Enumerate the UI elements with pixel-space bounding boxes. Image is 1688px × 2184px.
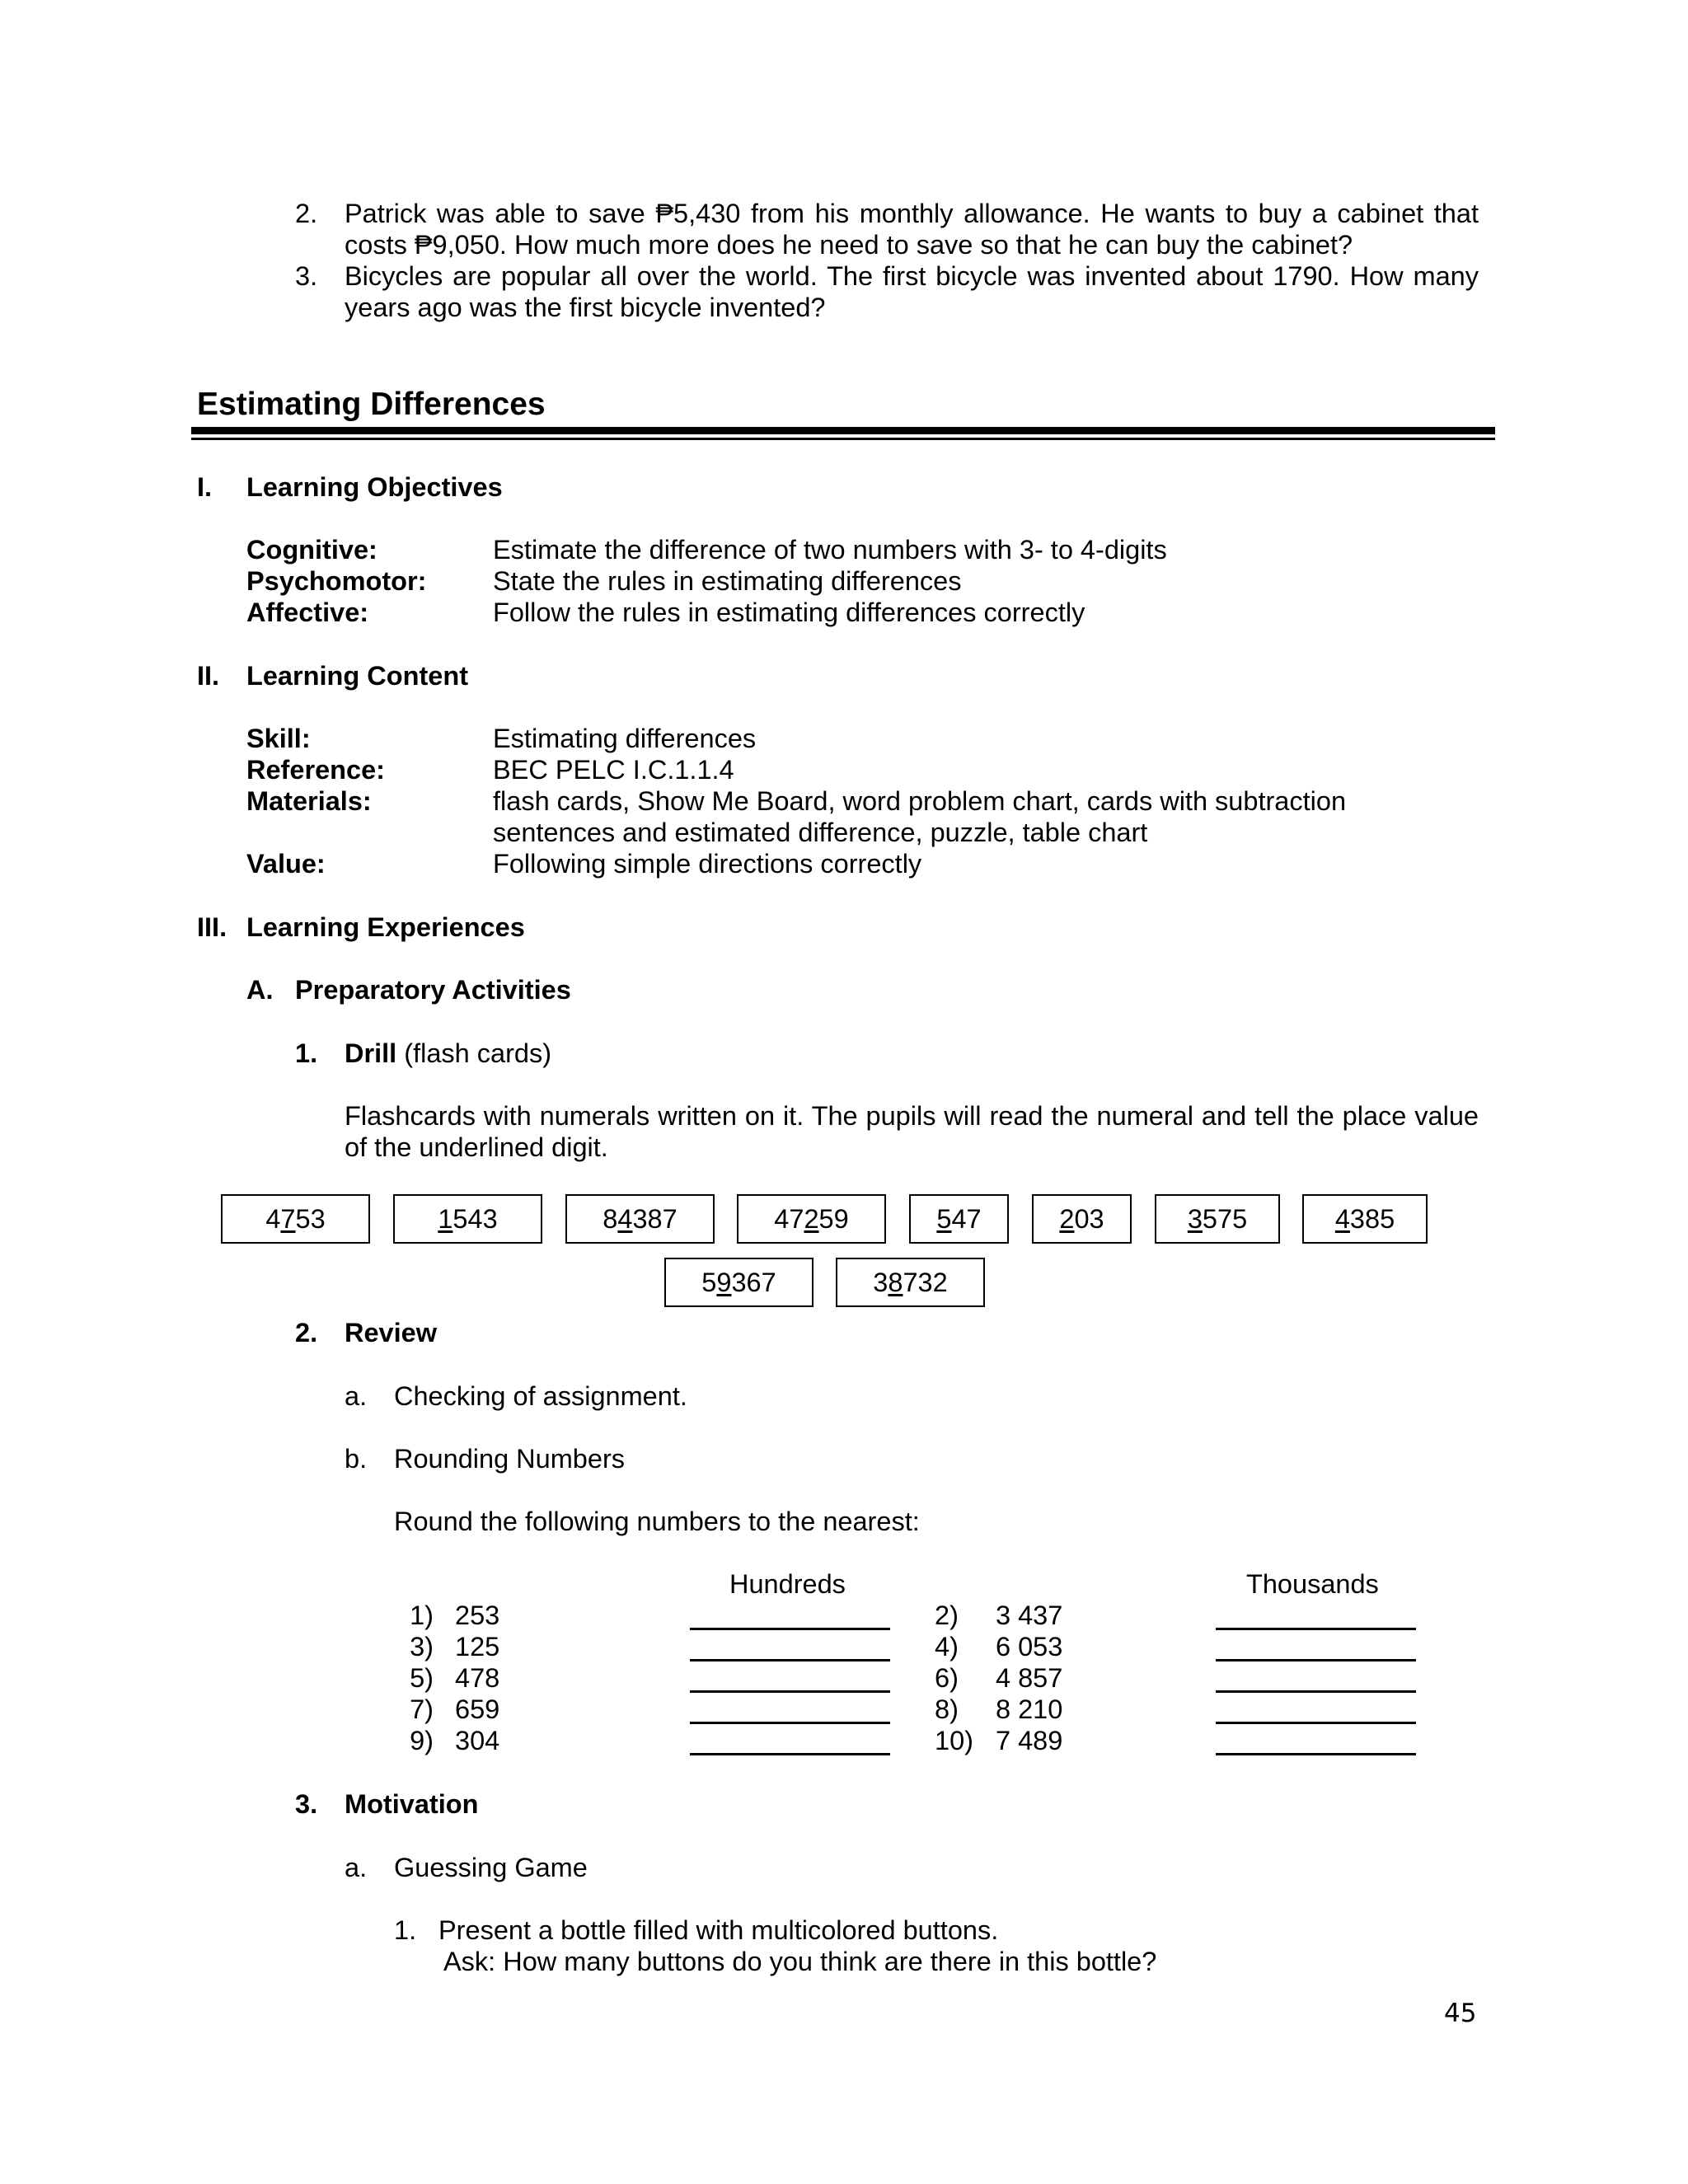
content-label: Value: [246, 849, 326, 879]
content-value: Following simple directions correctly [493, 849, 922, 879]
review-b-letter: b. [345, 1444, 368, 1474]
item-value: 659 [455, 1694, 500, 1724]
flash-card: 47 2 59 [737, 1194, 886, 1244]
answer-blank[interactable] [1216, 1753, 1416, 1755]
subsection-a-letter: A. [246, 975, 274, 1005]
objective-value: Follow the rules in estimating differences correctly [493, 598, 1085, 627]
review-title: Review [345, 1318, 438, 1347]
item-number: 3) [410, 1632, 434, 1661]
part1-heading: Learning Objectives [246, 472, 503, 502]
item-value: 7 489 [996, 1726, 1063, 1755]
item-number: 8) [935, 1694, 959, 1724]
content-label: Materials: [246, 786, 372, 816]
item-number: 2) [935, 1601, 959, 1630]
flash-card: 4 7 53 [221, 1194, 370, 1244]
answer-blank[interactable] [1216, 1628, 1416, 1630]
motivation-item-text: Present a bottle filled with multicolored buttons. [438, 1915, 999, 1945]
part3-heading: Learning Experiences [246, 912, 525, 942]
motivation-a-letter: a. [345, 1853, 368, 1882]
objective-label: Psychomotor: [246, 566, 427, 596]
part2-numeral: II. [197, 661, 220, 691]
content-value: flash cards, Show Me Board, word problem chart, cards with subtraction sentences and estimated difference, puzzle, table chart [493, 786, 1347, 847]
subsection-a-heading: Preparatory Activities [295, 975, 571, 1005]
review-b-text: Rounding Numbers [394, 1444, 626, 1474]
review-number: 2. [295, 1318, 318, 1347]
item-value: 253 [455, 1601, 500, 1630]
review-a-letter: a. [345, 1381, 368, 1411]
problem-2-text-content: Patrick was able to save ₱5,430 from his monthly allowance. He wants to buy a cabinet that costs ₱9,050. How much more does he need to save so that he can buy the cabinet? [345, 199, 1479, 260]
content-label: Reference: [246, 755, 385, 785]
part1-numeral: I. [197, 472, 213, 502]
answer-blank[interactable] [690, 1690, 890, 1693]
answer-blank[interactable] [690, 1722, 890, 1724]
item-value: 478 [455, 1663, 500, 1693]
item-value: 4 857 [996, 1663, 1063, 1693]
item-value: 304 [455, 1726, 500, 1755]
title-rule-thick [191, 427, 1495, 434]
motivation-number: 3. [295, 1789, 318, 1819]
motivation-a-text: Guessing Game [394, 1853, 588, 1882]
drill-heading [345, 1038, 551, 1069]
item-number: 4) [935, 1632, 959, 1661]
flash-card: 4 385 [1302, 1194, 1428, 1244]
part3-numeral: III. [197, 912, 227, 942]
review-a-text: Checking of assignment. [394, 1381, 687, 1411]
problem-3-text: Bicycles are popular all over the world. The first bicycle was invented about 1790. How many years ago was the first bicycle invented? [345, 261, 1479, 322]
content-value: BEC PELC I.C.1.1.4 [493, 755, 734, 785]
objective-label: Cognitive: [246, 535, 377, 565]
answer-blank[interactable] [1216, 1690, 1416, 1693]
item-value: 8 210 [996, 1694, 1063, 1724]
page-number: 45 [1444, 1999, 1477, 2028]
flash-card: 3 575 [1155, 1194, 1280, 1244]
answer-blank[interactable] [1216, 1659, 1416, 1661]
flash-card: 8 4 387 [565, 1194, 715, 1244]
item-number: 6) [935, 1663, 959, 1693]
item-value: 125 [455, 1632, 500, 1661]
objective-value: Estimate the difference of two numbers with 3- to 4-digits [493, 535, 1167, 565]
answer-blank[interactable] [1216, 1722, 1416, 1724]
item-number: 5) [410, 1663, 434, 1693]
flash-card: 2 03 [1032, 1194, 1132, 1244]
item-number: 9) [410, 1726, 434, 1755]
item-value: 6 053 [996, 1632, 1063, 1661]
content-value: Estimating differences [493, 724, 757, 753]
item-number: 7) [410, 1694, 434, 1724]
flash-card: 5 47 [909, 1194, 1009, 1244]
flash-card: 3 8 732 [836, 1258, 985, 1307]
problem-2-number: 2. [295, 199, 318, 228]
answer-blank[interactable] [690, 1753, 890, 1755]
thousands-column-header: Thousands [1246, 1569, 1379, 1599]
content-label: Skill: [246, 724, 311, 753]
motivation-title: Motivation [345, 1789, 479, 1819]
drill-text: Flashcards with numerals written on it. The pupils will read the numeral and tell the place value of the underlined digit. [345, 1101, 1479, 1162]
motivation-item-number: 1. [394, 1915, 417, 1945]
drill-number: 1. [295, 1038, 318, 1068]
drill-note: (flash cards) [404, 1038, 552, 1068]
drill-title: Drill [345, 1038, 397, 1068]
hundreds-column-header: Hundreds [729, 1569, 846, 1599]
objective-value: State the rules in estimating differences [493, 566, 962, 596]
item-number: 10) [935, 1726, 973, 1755]
objective-label: Affective: [246, 598, 369, 627]
problem-3-number: 3. [295, 261, 318, 291]
review-instruction: Round the following numbers to the nearest: [394, 1507, 920, 1536]
title-rule-thin [191, 438, 1495, 440]
flash-card: 1 543 [393, 1194, 542, 1244]
part2-heading: Learning Content [246, 661, 469, 691]
answer-blank[interactable] [690, 1659, 890, 1661]
item-number: 1) [410, 1601, 434, 1630]
flash-card: 5 9 367 [664, 1258, 814, 1307]
problem-2-text [345, 198, 1479, 260]
answer-blank[interactable] [690, 1628, 890, 1630]
motivation-item-ask: Ask: How many buttons do you think are there in this bottle? [443, 1947, 1157, 1976]
item-value: 3 437 [996, 1601, 1063, 1630]
section-title: Estimating Differences [197, 387, 546, 422]
